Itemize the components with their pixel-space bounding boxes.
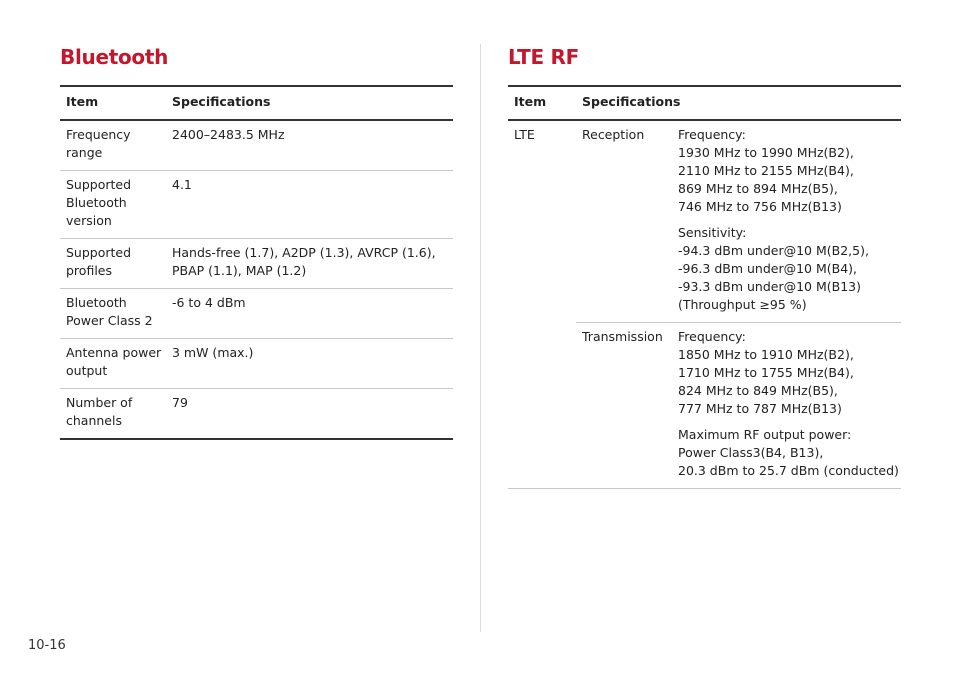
header-specifications: Specifications [166, 86, 453, 120]
row-item: Supported profiles [60, 239, 166, 289]
table-header-row [60, 86, 453, 120]
reception-frequency-line: 2110 MHz to 2155 MHz(B4), [678, 163, 854, 178]
row-spec: 4.1 [166, 171, 453, 239]
lte-spec-table [508, 85, 901, 489]
transmission-frequency-head: Frequency: [678, 329, 746, 344]
reception-sensitivity-line: -94.3 dBm under@10 M(B2,5), [678, 243, 869, 258]
row-spec-reception [672, 120, 901, 323]
table-row [60, 239, 453, 289]
row-item: Supported Bluetooth version [60, 171, 166, 239]
reception-frequency [678, 126, 901, 216]
reception-frequency-head: Frequency: [678, 127, 746, 142]
table-row [508, 120, 901, 323]
transmission-frequency [678, 328, 901, 418]
row-spec: -6 to 4 dBm [166, 289, 453, 339]
transmission-frequency-line: 1710 MHz to 1755 MHz(B4), [678, 365, 854, 380]
header-item: Item [508, 86, 576, 120]
row-spec: 3 mW (max.) [166, 339, 453, 389]
reception-sensitivity-head: Sensitivity: [678, 225, 747, 240]
reception-sensitivity [678, 224, 901, 314]
transmission-power-line: 20.3 dBm to 25.7 dBm (conducted) [678, 463, 899, 478]
transmission-power [678, 426, 901, 480]
table-header-row [508, 86, 901, 120]
reception-frequency-line: 1930 MHz to 1990 MHz(B2), [678, 145, 854, 160]
transmission-power-head: Maximum RF output power: [678, 427, 852, 442]
row-item-lte: LTE [508, 120, 576, 489]
bluetooth-spec-table [60, 85, 453, 440]
reception-sensitivity-line: -93.3 dBm under@10 M(B13) [678, 279, 861, 294]
bluetooth-section [60, 40, 453, 440]
table-row [60, 289, 453, 339]
row-spec: 2400–2483.5 MHz [166, 120, 453, 171]
table-row [60, 389, 453, 440]
row-spec: 79 [166, 389, 453, 440]
transmission-frequency-line: 824 MHz to 849 MHz(B5), [678, 383, 838, 398]
lte-title: LTE RF [508, 45, 579, 69]
column-divider [480, 44, 481, 632]
page-number: 10-16 [28, 638, 66, 653]
table-row [60, 171, 453, 239]
transmission-power-line: Power Class3(B4, B13), [678, 445, 824, 460]
row-item: Bluetooth Power Class 2 [60, 289, 166, 339]
reception-sensitivity-line: -96.3 dBm under@10 M(B4), [678, 261, 858, 276]
row-item: Antenna power output [60, 339, 166, 389]
row-item: Number of channels [60, 389, 166, 440]
transmission-frequency-line: 777 MHz to 787 MHz(B13) [678, 401, 842, 416]
row-sub-reception: Reception [576, 120, 672, 323]
table-row [60, 120, 453, 171]
row-spec-transmission [672, 323, 901, 489]
header-specifications: Specifications [576, 86, 901, 120]
header-item: Item [60, 86, 166, 120]
transmission-frequency-line: 1850 MHz to 1910 MHz(B2), [678, 347, 854, 362]
reception-sensitivity-line: (Throughput ≥95 %) [678, 297, 807, 312]
row-sub-transmission: Transmission [576, 323, 672, 489]
row-item: Frequency range [60, 120, 166, 171]
reception-frequency-line: 746 MHz to 756 MHz(B13) [678, 199, 842, 214]
reception-frequency-line: 869 MHz to 894 MHz(B5), [678, 181, 838, 196]
bluetooth-title: Bluetooth [60, 45, 169, 69]
row-spec: Hands-free (1.7), A2DP (1.3), AVRCP (1.6), PBAP (1.1), MAP (1.2) [166, 239, 453, 289]
lte-section [508, 40, 901, 489]
table-row [60, 339, 453, 389]
